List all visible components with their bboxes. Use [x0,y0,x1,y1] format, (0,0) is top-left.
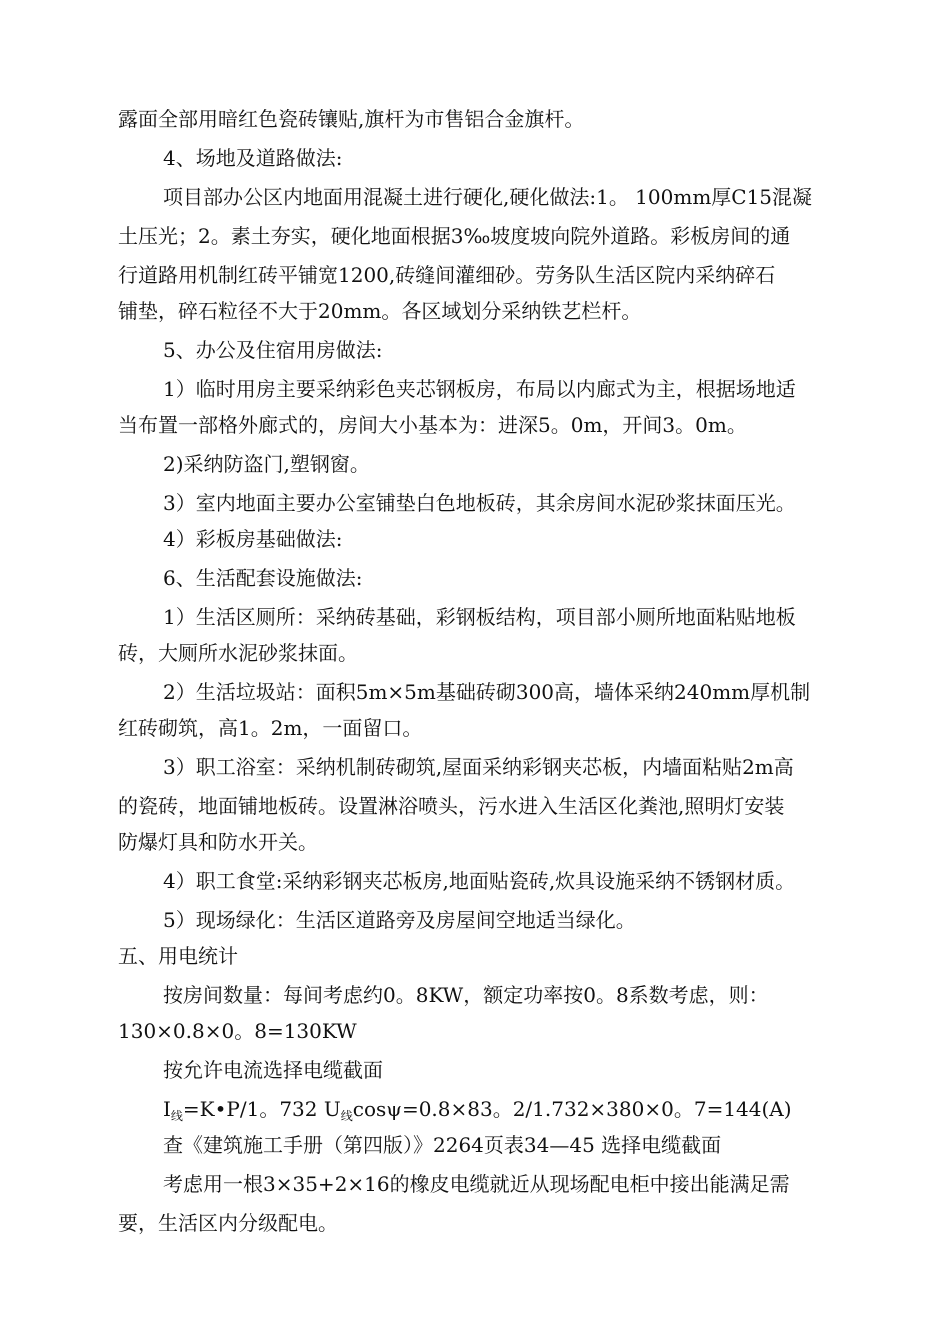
paragraph-line: 项目部办公区内地面用混凝土进行硬化,硬化做法:1。 100mm厚C15混凝 [163,185,813,209]
paragraph-line: 露面全部用暗红色瓷砖镶贴,旗杆为市售铝合金旗杆。 [118,107,585,131]
paragraph-line: 1）临时用房主要采纳彩色夹芯钢板房，布局以内廊式为主，根据场地适 [163,377,796,401]
paragraph-line: 5）现场绿化：生活区道路旁及房屋间空地适当绿化。 [163,908,636,932]
section-heading: 4、场地及道路做法: [163,146,343,170]
formula-part: I [163,1097,171,1121]
formula-line [163,1094,923,1124]
paragraph-line: 2)采纳防盗门,塑钢窗。 [163,452,370,476]
paragraph-line: 130×0.8×0。8=130KW [118,1019,357,1043]
section-heading: 6、生活配套设施做法: [163,566,363,590]
paragraph-line: 4）彩板房基础做法: [163,527,343,551]
formula-part: =K•P/1。732 U [182,1097,341,1121]
paragraph-line: 3）职工浴室：采纳机制砖砌筑,屋面采纳彩钢夹芯板，内墙面粘贴2m高 [163,755,794,779]
formula-subscript: 线 [170,1109,183,1123]
paragraph-line: 3）室内地面主要办公室铺垫白色地板砖，其余房间水泥砂浆抹面压光。 [163,491,796,515]
paragraph-line: 4）职工食堂:采纳彩钢夹芯板房,地面贴瓷砖,炊具设施采纳不锈钢材质。 [163,869,796,893]
paragraph-line: 砖，大厕所水泥砂浆抹面。 [118,641,358,665]
paragraph-line: 按房间数量：每间考虑约0。8KW，额定功率按0。8系数考虑，则： [163,983,769,1007]
paragraph-line: 行道路用机制红砖平铺宽1200,砖缝间灌细砂。劳务队生活区院内采纳碎石 [118,263,776,287]
paragraph-line: 查《建筑施工手册（第四版）》2264页表34—45 选择电缆截面 [163,1133,722,1157]
paragraph-line: 红砖砌筑，高1。2m，一面留口。 [118,716,423,740]
paragraph-line: 要，生活区内分级配电。 [118,1211,338,1235]
paragraph-line: 的瓷砖，地面铺地板砖。设置淋浴喷头，污水进入生活区化粪池,照明灯安装 [118,794,785,818]
paragraph-line: 铺垫，碎石粒径不大于20mm。各区域划分采纳铁艺栏杆。 [118,299,642,323]
paragraph-line: 考虑用一根3×35+2×16的橡皮电缆就近从现场配电柜中接出能满足需 [163,1172,790,1196]
paragraph-line: 防爆灯具和防水开关。 [118,830,318,854]
formula-part: cosψ=0.8×83。2/1.732×380×0。7=144(A) [352,1097,792,1121]
paragraph-line: 按允许电流选择电缆截面 [163,1058,383,1082]
paragraph-line: 土压光；2。素土夯实，硬化地面根据3‰坡度坡向院外道路。彩板房间的通 [118,224,791,248]
chapter-heading: 五、用电统计 [118,944,238,968]
formula-subscript: 线 [340,1109,353,1123]
paragraph-line: 2）生活垃圾站：面积5m×5m基础砖砌300高，墙体采纳240mm厚机制 [163,680,811,704]
paragraph-line: 1）生活区厕所：采纳砖基础，彩钢板结构，项目部小厕所地面粘贴地板 [163,605,796,629]
section-heading: 5、办公及住宿用房做法: [163,338,383,362]
paragraph-line: 当布置一部格外廊式的，房间大小基本为：进深5。0m，开间3。0m。 [118,413,747,437]
